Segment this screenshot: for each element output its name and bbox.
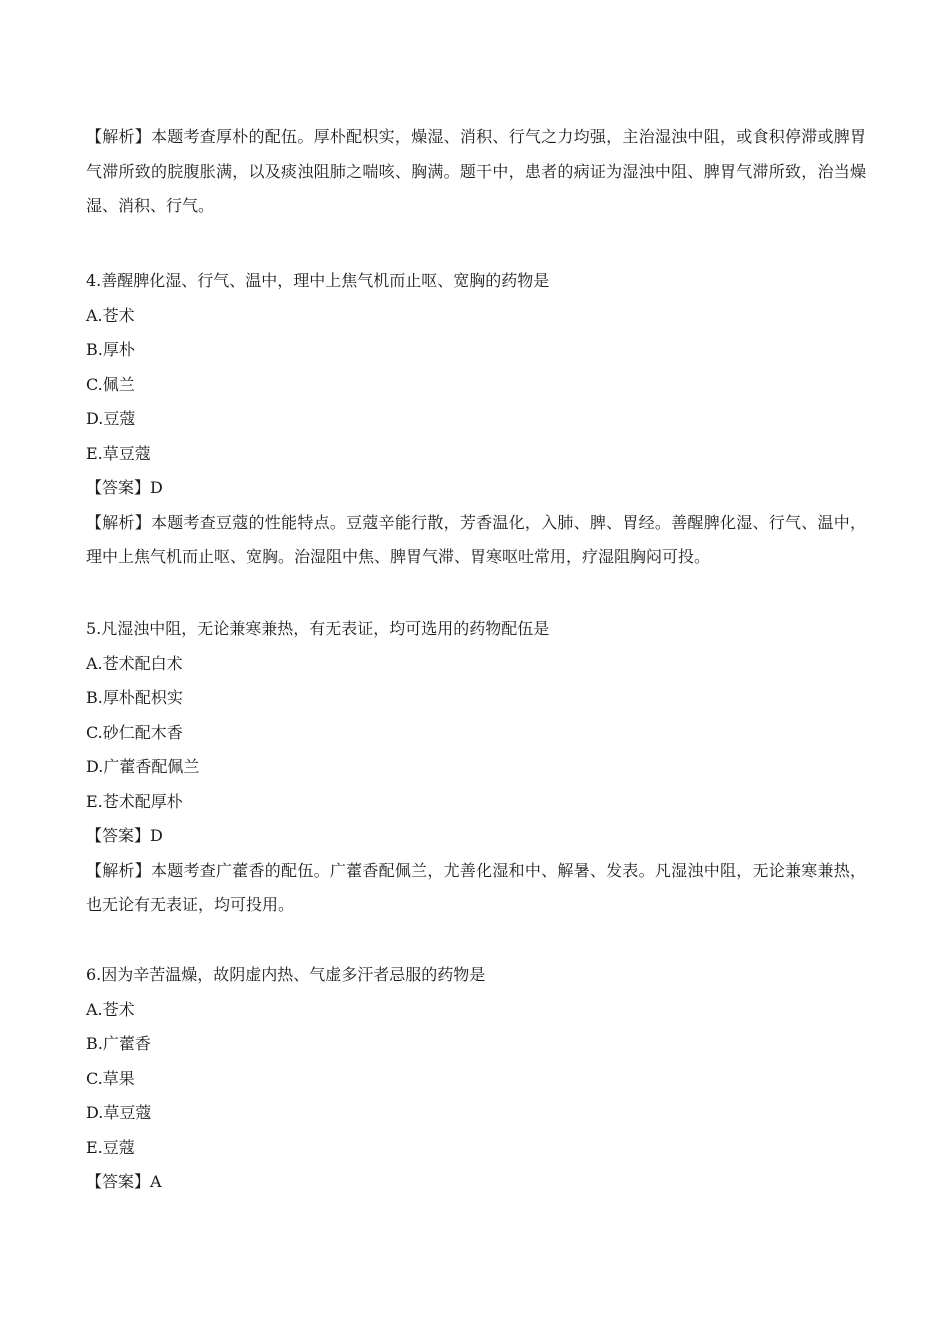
option-b: B.厚朴配枳实: [86, 688, 183, 707]
option-b: B.广藿香: [86, 1034, 151, 1053]
analysis: 【解析】本题考查豆蔻的性能特点。豆蔻辛能行散，芳香温化，入肺、脾、胃经。善醒脾化湿、行气、温中，理中上焦气机而止呕、宽胸。治湿阻中焦、脾胃气滞、胃寒呕吐常用，疗湿阻胸闷可投。: [86, 512, 866, 566]
answer: 【答案】D: [86, 826, 163, 845]
option-c: C.砂仁配木香: [86, 722, 183, 742]
question-5: [86, 612, 866, 923]
option-e: E.草豆蔻: [86, 443, 151, 463]
option-c: C.草果: [86, 1068, 135, 1088]
option-a: A.苍术: [86, 999, 135, 1019]
question-stem: 6.因为辛苦温燥，故阴虚内热、气虚多汗者忌服的药物是: [86, 965, 486, 984]
question-stem: 5.凡湿浊中阻，无论兼寒兼热，有无表证，均可选用的药物配伍是: [86, 619, 550, 638]
question-stem: 4.善醒脾化湿、行气、温中，理中上焦气机而止呕、宽胸的药物是: [86, 271, 550, 290]
option-d: D.广藿香配佩兰: [86, 757, 200, 776]
option-d: D.草豆蔻: [86, 1103, 152, 1122]
analysis: 【解析】本题考查广藿香的配伍。广藿香配佩兰，尤善化湿和中、解暑、发表。凡湿浊中阻，无论兼寒兼热，也无论有无表证，均可投用。: [86, 860, 866, 914]
answer: 【答案】D: [86, 478, 163, 497]
question-6: [86, 958, 866, 1200]
option-c: C.佩兰: [86, 374, 135, 394]
option-b: B.厚朴: [86, 340, 135, 359]
option-a: A.苍术配白术: [86, 653, 183, 673]
option-e: E.豆蔻: [86, 1137, 135, 1157]
option-d: D.豆蔻: [86, 409, 136, 428]
option-a: A.苍术: [86, 305, 135, 325]
option-e: E.苍术配厚朴: [86, 791, 183, 811]
question-4: [86, 264, 866, 575]
q3-analysis: 【解析】本题考查厚朴的配伍。厚朴配枳实，燥湿、消积、行气之力均强，主治湿浊中阻，或食积停滞或脾胃气滞所致的脘腹胀满，以及痰浊阻肺之喘咳、胸满。题干中，患者的病证为湿浊中阻、脾胃气滞所致，治当燥湿、消积、行气。: [86, 127, 866, 215]
answer: 【答案】A: [86, 1172, 162, 1191]
